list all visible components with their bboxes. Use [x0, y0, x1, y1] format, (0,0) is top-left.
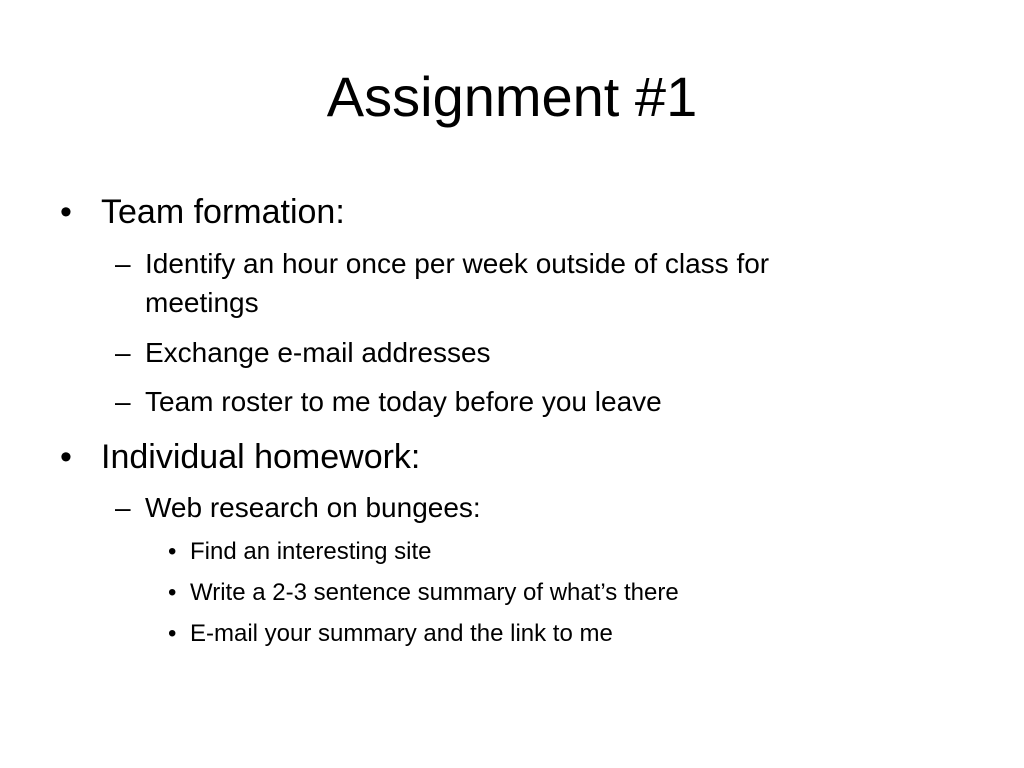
dash-marker: – — [115, 248, 131, 279]
sub-bullet-marker: • — [168, 579, 177, 606]
sub-list-item: Write a 2-3 sentence summary of what’s there — [190, 579, 679, 606]
section-heading-team-formation: Team formation: — [101, 193, 345, 231]
dash-marker: – — [115, 386, 131, 417]
list-item-line: Exchange e-mail addresses — [145, 337, 491, 368]
dash-marker: – — [115, 337, 131, 368]
bullet-marker: • — [60, 193, 72, 231]
list-item-line: Identify an hour once per week outside of class for — [145, 248, 770, 279]
list-item-line: meetings — [145, 287, 259, 318]
sub-list-item: Find an interesting site — [190, 538, 432, 565]
slide-title: Assignment #1 — [326, 65, 698, 128]
list-item-line: Web research on bungees: — [145, 492, 481, 523]
dash-marker: – — [115, 492, 131, 523]
sub-list-item: E-mail your summary and the link to me — [190, 620, 613, 647]
section-heading-individual-homework: Individual homework: — [101, 438, 421, 476]
list-item-line: Team roster to me today before you leave — [145, 386, 662, 417]
sub-bullet-marker: • — [168, 538, 177, 565]
sub-bullet-marker: • — [168, 620, 177, 647]
bullet-marker: • — [60, 438, 72, 476]
